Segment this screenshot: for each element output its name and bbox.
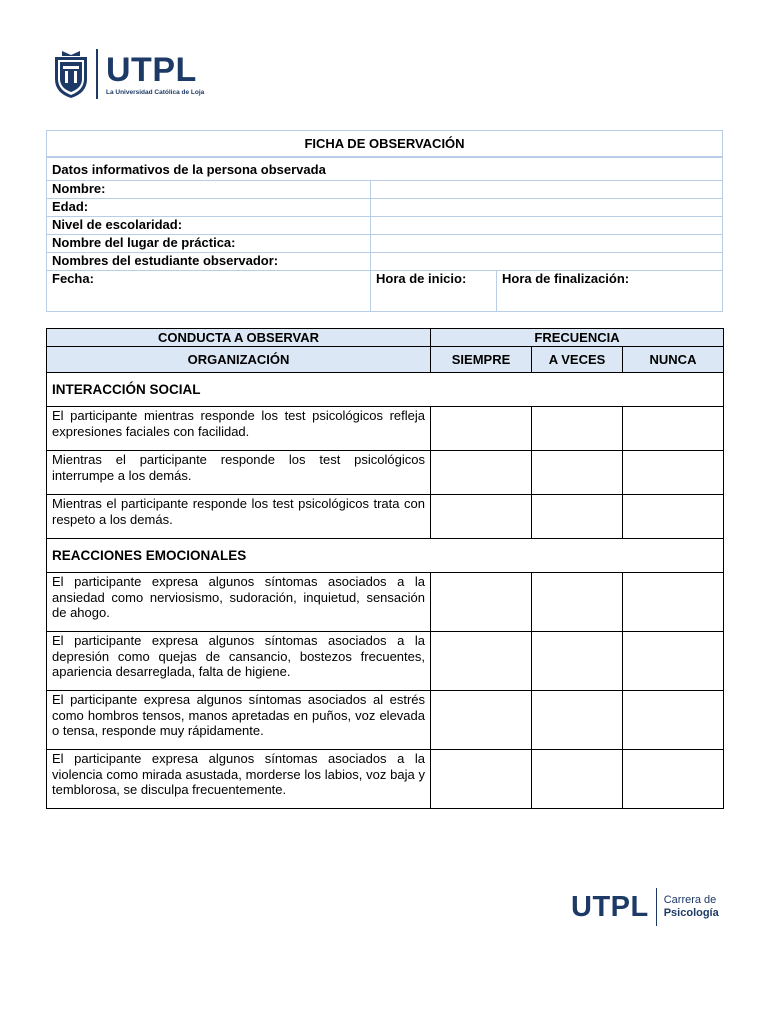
footer-logo bbox=[571, 888, 719, 926]
checkbox-cell-sometimes[interactable] bbox=[532, 407, 623, 451]
field-value-cell[interactable] bbox=[371, 199, 723, 217]
behavior-description: El participante expresa algunos síntomas asociados a la violencia como mirada asustada, morderse los labios, voz baja y temblorosa, se disculpa frecuentemente. bbox=[47, 750, 431, 809]
checkbox-cell-always[interactable] bbox=[431, 407, 532, 451]
logo-divider bbox=[96, 49, 98, 99]
checkbox-cell-always[interactable] bbox=[431, 691, 532, 750]
checkbox-cell-sometimes[interactable] bbox=[532, 750, 623, 809]
field-value-cell[interactable] bbox=[371, 253, 723, 271]
header-frequency: FRECUENCIA bbox=[431, 329, 724, 347]
start-time-field[interactable]: Hora de inicio: bbox=[371, 271, 497, 312]
behavior-description: El participante expresa algunos síntomas asociados a la depresión como quejas de cansancio, bostezos frecuentes, apariencia desarreglada, falta de higiene. bbox=[47, 632, 431, 691]
logo-wordmark: UTPL bbox=[106, 50, 197, 89]
field-label: Nombre: bbox=[47, 181, 371, 199]
table-row bbox=[47, 451, 724, 495]
behavior-description: El participante expresa algunos síntomas asociados a la ansiedad como nerviosismo, sudoración, inquietud, sensación de ahogo. bbox=[47, 573, 431, 632]
header-organization: ORGANIZACIÓN bbox=[47, 347, 431, 373]
field-value-cell[interactable] bbox=[371, 235, 723, 253]
field-row-fecha-horas bbox=[47, 271, 723, 312]
field-label: Nombre del lugar de práctica: bbox=[47, 235, 371, 253]
field-label: Nivel de escolaridad: bbox=[47, 217, 371, 235]
footer-wordmark: UTPL bbox=[571, 891, 649, 923]
checkbox-cell-never[interactable] bbox=[623, 407, 724, 451]
checkbox-cell-never[interactable] bbox=[623, 632, 724, 691]
section-heading: Datos informativos de la persona observada bbox=[47, 157, 723, 181]
field-row-nombre bbox=[47, 181, 723, 199]
date-field[interactable]: Fecha: bbox=[47, 271, 371, 312]
table-row bbox=[47, 691, 724, 750]
checkbox-cell-always[interactable] bbox=[431, 573, 532, 632]
checkbox-cell-always[interactable] bbox=[431, 495, 532, 539]
checkbox-cell-sometimes[interactable] bbox=[532, 451, 623, 495]
checkbox-cell-never[interactable] bbox=[623, 750, 724, 809]
field-label: Edad: bbox=[47, 199, 371, 217]
checkbox-cell-sometimes[interactable] bbox=[532, 573, 623, 632]
checkbox-cell-sometimes[interactable] bbox=[532, 691, 623, 750]
field-value-cell[interactable] bbox=[371, 217, 723, 235]
footer-divider bbox=[656, 888, 657, 926]
checkbox-cell-sometimes[interactable] bbox=[532, 632, 623, 691]
header-never: NUNCA bbox=[623, 347, 724, 373]
form-title: FICHA DE OBSERVACIÓN bbox=[47, 131, 723, 158]
logo-tagline: La Universidad Católica de Loja bbox=[106, 88, 205, 96]
checkbox-cell-always[interactable] bbox=[431, 750, 532, 809]
checkbox-cell-always[interactable] bbox=[431, 451, 532, 495]
table-row bbox=[47, 407, 724, 451]
behavior-description: Mientras el participante responde los test psicológicos interrumpe a los demás. bbox=[47, 451, 431, 495]
footer-line1: Carrera de bbox=[663, 894, 717, 906]
checkbox-cell-never[interactable] bbox=[623, 573, 724, 632]
header-conduct: CONDUCTA A OBSERVAR bbox=[47, 329, 431, 347]
field-label: Nombres del estudiante observador: bbox=[47, 253, 371, 271]
checkbox-cell-never[interactable] bbox=[623, 495, 724, 539]
table-row bbox=[47, 632, 724, 691]
header-sometimes: A VECES bbox=[532, 347, 623, 373]
behavior-description: El participante mientras responde los test psicológicos refleja expresiones faciales con facilidad. bbox=[47, 407, 431, 451]
table-row bbox=[47, 573, 724, 632]
category-heading: REACCIONES EMOCIONALES bbox=[47, 539, 724, 573]
behavior-description: Mientras el participante responde los test psicológicos trata con respeto a los demás. bbox=[47, 495, 431, 539]
checkbox-cell-always[interactable] bbox=[431, 632, 532, 691]
header-logo bbox=[52, 46, 204, 102]
end-time-field[interactable]: Hora de finalización: bbox=[497, 271, 723, 312]
field-row-escolaridad bbox=[47, 217, 723, 235]
category-heading: INTERACCIÓN SOCIAL bbox=[47, 373, 724, 407]
field-row-edad bbox=[47, 199, 723, 217]
field-row-lugar bbox=[47, 235, 723, 253]
table-row bbox=[47, 750, 724, 809]
field-value-cell[interactable] bbox=[371, 181, 723, 199]
checkbox-cell-sometimes[interactable] bbox=[532, 495, 623, 539]
table-row bbox=[47, 495, 724, 539]
checkbox-cell-never[interactable] bbox=[623, 691, 724, 750]
behavior-description: El participante expresa algunos síntomas asociados al estrés como hombros tensos, manos apretadas en puños, voz elevada o tensa, responde muy rápidamente. bbox=[47, 691, 431, 750]
footer-line2: Psicología bbox=[663, 907, 719, 919]
observation-form-table bbox=[46, 130, 723, 312]
frequency-table bbox=[46, 328, 724, 809]
header-always: SIEMPRE bbox=[431, 347, 532, 373]
university-crest-icon bbox=[52, 49, 90, 99]
checkbox-cell-never[interactable] bbox=[623, 451, 724, 495]
field-row-estudiante bbox=[47, 253, 723, 271]
